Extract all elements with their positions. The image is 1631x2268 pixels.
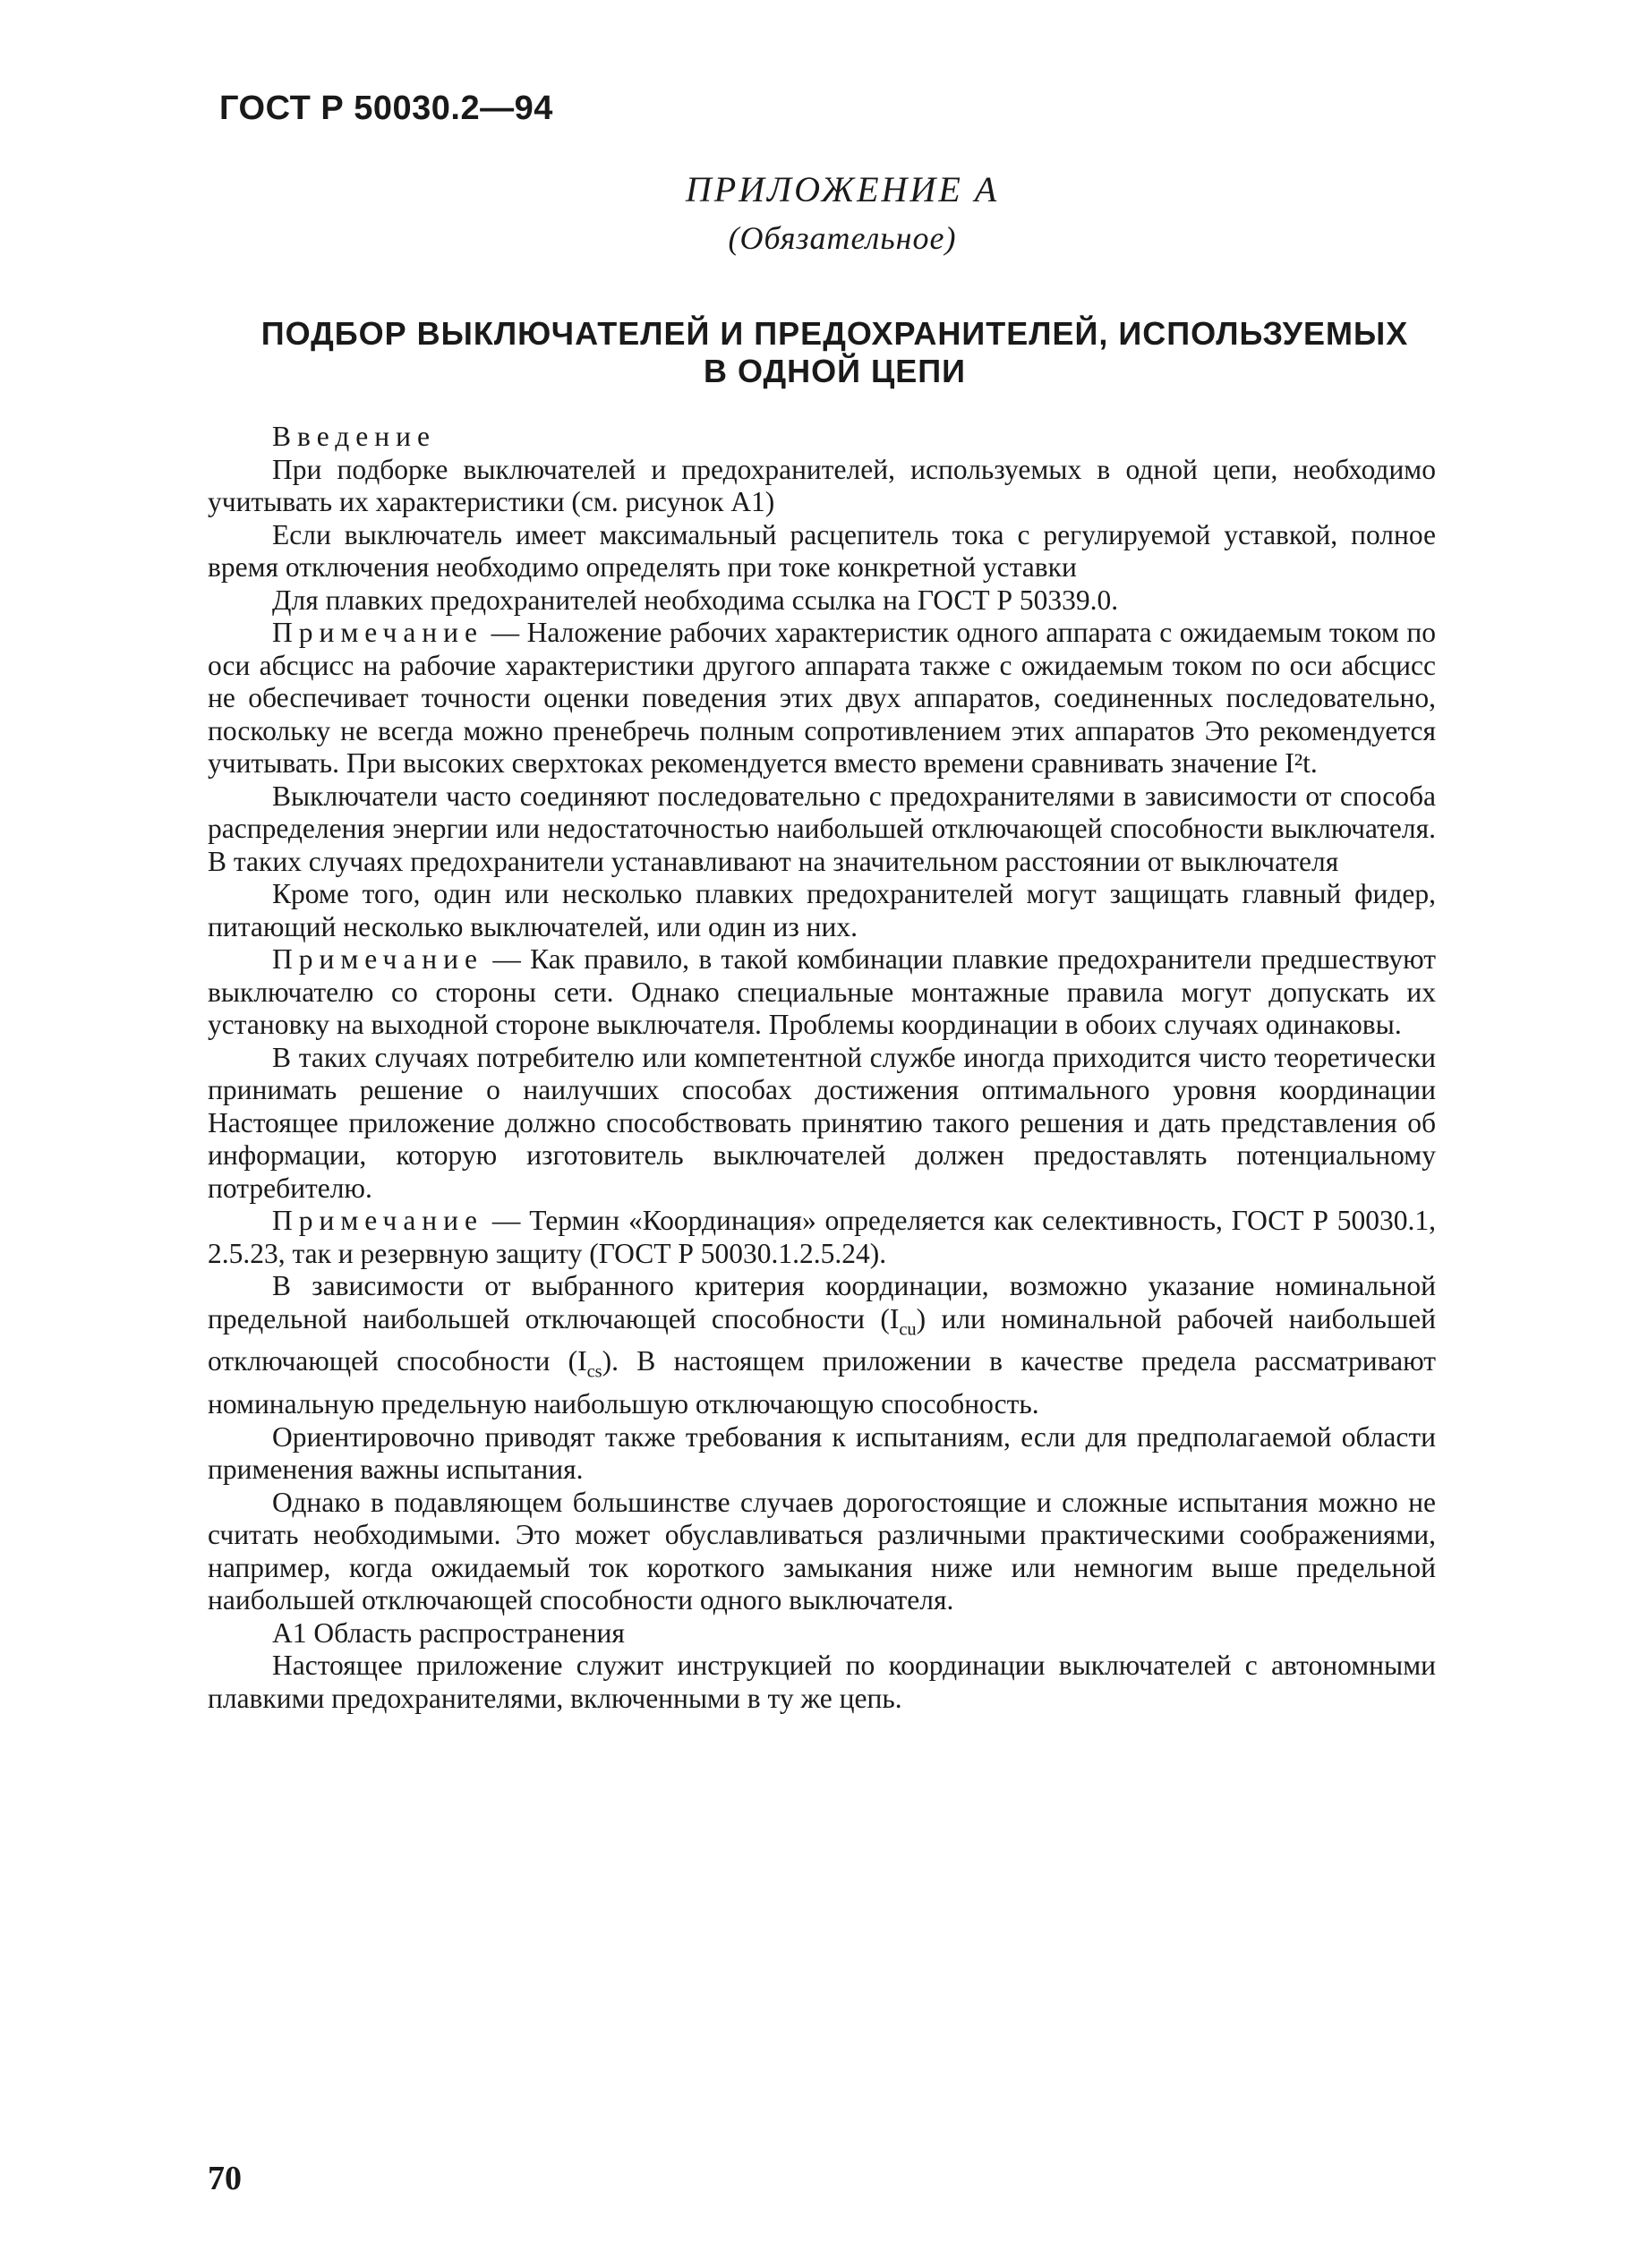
note-3 bbox=[208, 1205, 1436, 1270]
paragraph-1: При подборке выключателей и предохранителей, используемых в одной цепи, необходимо учитывать их характеристики (см. рисунок А1) bbox=[208, 453, 1436, 517]
paragraph-7: В зависимости от выбранного критерия координации, возможно указание номинальной предельной наибольшей отключающей способности $(I_{cu})$ или номинальной рабочей наибольшей отключающей способности $(I_{cs})$. В настоящем приложении в качестве предела рассматривают номинальную предельную наибольшую отключающую способность. bbox=[208, 1270, 1436, 1420]
intro-heading: Введение bbox=[272, 421, 436, 452]
paragraph-2: Если выключатель имеет максимальный расцепитель тока с регулируемой уставкой, полное время отключения необходимо определять при токе конкретной уставки bbox=[208, 518, 1436, 583]
note-label: Примечание bbox=[272, 1205, 484, 1236]
body-text bbox=[208, 421, 1436, 1715]
section-a1-heading: А1 Область распространения bbox=[272, 1616, 625, 1649]
appendix-title: ПРИЛОЖЕНИЕ А bbox=[685, 169, 1000, 209]
paragraph-4: Выключатели часто соединяют последовательно с предохранителями в зависимости от способа распределения энергии или недостаточностью наибольшей отключающей способности выключателя. В таких случаях предохранители устанавливают на значительном расстоянии от выключателя bbox=[208, 780, 1436, 877]
paragraph-9: Однако в подавляющем большинстве случаев дорогостоящие и сложные испытания можно не считать необходимыми. Это может обуславливаться различными практическими соображениями, например, когда ожидаемый ток короткого замыкания ниже или немногим выше предельной наибольшей отключающей способности одного выключателя. bbox=[208, 1486, 1436, 1616]
paragraph-5: Кроме того, один или несколько плавких предохранителей могут защищать главный фидер, питающий несколько выключателей, или один из них. bbox=[208, 878, 1436, 942]
paragraph-8: Ориентировочно приводят также требования к испытаниям, если для предполагаемой области применения важны испытания. bbox=[208, 1420, 1436, 1486]
section-title bbox=[219, 315, 1450, 390]
paragraph-3: Для плавких предохранителей необходима ссылка на ГОСТ Р 50339.0. bbox=[272, 584, 1119, 616]
note-2-text: — Как правило, в такой комбинации плавкие предохранители предшествуют выключателю со стороны сети. Однако специальные монтажные правила могут допускать их установку на выходной стороне выключателя. Проблемы координации в обоих случаях одинаковы. bbox=[208, 943, 1436, 1040]
note-label: Примечание bbox=[272, 943, 484, 975]
section-title-line-2: В ОДНОЙ ЦЕПИ bbox=[703, 353, 967, 389]
note-1 bbox=[208, 617, 1436, 780]
page-number: 70 bbox=[208, 2160, 242, 2197]
note-1-text: — Наложение рабочих характеристик одного аппарата с ожидаемым током по оси абсцисс на рабочие характеристики другого аппарата также с ожидаемым током по оси абсцисс не обеспечивает точности оценки поведения этих двух аппаратов, соединенных последовательно, поскольку не всегда можно пренебречь полным сопротивлением этих аппаратов Это рекомендуется учитывать. При высоких сверхтоках рекомендуется вместо времени сравнивать значение I²t. bbox=[208, 617, 1436, 779]
paragraph-6: В таких случаях потребителю или компетентной службе иногда приходится чисто теоретически принимать решение о наилучших способах достижения оптимального уровня координации Настоящее приложение должно способствовать принятию такого решения и дать представления об информации, которую изготовитель выключателей должен предоставлять потенциальному потребителю. bbox=[208, 1041, 1436, 1204]
section-title-line-1: ПОДБОР ВЫКЛЮЧАТЕЛЕЙ И ПРЕДОХРАНИТЕЛЕЙ, ИСПОЛЬЗУЕМЫХ bbox=[260, 315, 1409, 352]
note-2 bbox=[208, 943, 1436, 1042]
note-label: Примечание bbox=[272, 617, 484, 648]
appendix-subtitle: (Обязательное) bbox=[728, 220, 957, 256]
paragraph-10: Настоящее приложение служит инструкцией по координации выключателей с автономными плавкими предохранителями, включенными в ту же цепь. bbox=[208, 1650, 1436, 1714]
document-code: ГОСТ Р 50030.2—94 bbox=[219, 90, 553, 127]
note-3-text: — Термин «Координация» определяется как селективность, ГОСТ Р 50030.1, 2.5.23, так и резервную защиту (ГОСТ Р 50030.1.2.5.24). bbox=[208, 1205, 1436, 1269]
